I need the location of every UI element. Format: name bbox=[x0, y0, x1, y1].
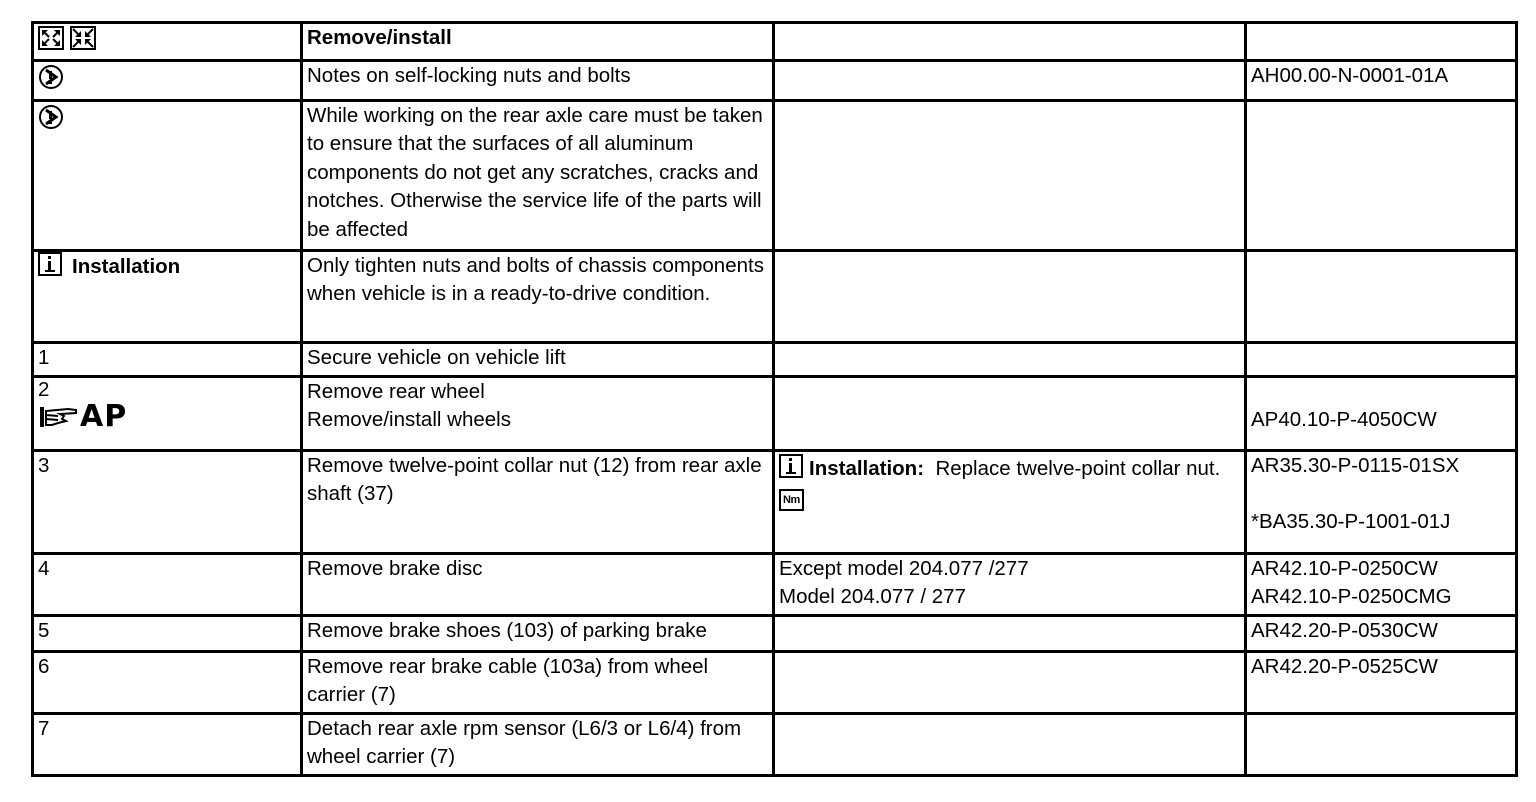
table-header-row bbox=[33, 23, 1517, 61]
table-row bbox=[33, 342, 1517, 376]
header-icons-cell bbox=[33, 23, 302, 61]
step-number: 7 bbox=[33, 713, 302, 775]
note-text: Except model 204.077 /277 bbox=[779, 556, 1029, 580]
pointing-hand-icon bbox=[38, 403, 78, 431]
ref-cell bbox=[1246, 450, 1517, 553]
action-cell: Remove rear brake cable (103a) from wheel carrier (7) bbox=[302, 651, 774, 713]
ref-cell bbox=[1246, 713, 1517, 775]
step-number: 2 bbox=[38, 377, 50, 401]
ref-cell bbox=[1246, 342, 1517, 376]
note-cell bbox=[774, 61, 1246, 101]
action-cell: While working on the rear axle care must be taken to ensure that the surfaces of all aluminum components do not get any scratches, cracks and notches. Otherwise the service life of the parts will be affected bbox=[302, 100, 774, 250]
step-number: 4 bbox=[33, 553, 302, 615]
reference-link[interactable]: AH00.00-N-0001-01A bbox=[1246, 61, 1517, 101]
installation-label: Installation: bbox=[809, 456, 925, 480]
reference-link[interactable]: AR42.10-P-0250CW bbox=[1251, 556, 1438, 580]
step-number: 3 bbox=[33, 450, 302, 553]
ref-cell bbox=[1246, 376, 1517, 450]
step-cell bbox=[33, 61, 302, 101]
expand-icon[interactable] bbox=[38, 26, 64, 50]
table-row bbox=[33, 100, 1517, 250]
reference-link[interactable]: AR42.20-P-0525CW bbox=[1246, 651, 1517, 713]
note-cell bbox=[774, 250, 1246, 342]
step-number: 5 bbox=[33, 615, 302, 651]
table-row bbox=[33, 713, 1517, 775]
action-cell: Remove brake shoes (103) of parking brake bbox=[302, 615, 774, 651]
page-title: Remove/install bbox=[302, 23, 774, 61]
installation-label: Installation bbox=[72, 254, 181, 278]
note-cell bbox=[774, 615, 1246, 651]
ref-cell bbox=[1246, 250, 1517, 342]
reference-link[interactable]: AR42.10-P-0250CMG bbox=[1251, 585, 1452, 608]
table-row bbox=[33, 250, 1517, 342]
torque-icon[interactable]: Nm bbox=[779, 489, 804, 511]
procedure-table bbox=[31, 21, 1518, 777]
collapse-icon[interactable] bbox=[70, 26, 96, 50]
note-icon bbox=[38, 104, 64, 139]
reference-link[interactable]: AP40.10-P-4050CW bbox=[1251, 407, 1437, 431]
step-cell bbox=[33, 100, 302, 250]
empty-cell bbox=[1246, 23, 1517, 61]
ap-link[interactable] bbox=[38, 400, 296, 434]
action-cell: Detach rear axle rpm sensor (L6/3 or L6/4) from wheel carrier (7) bbox=[302, 713, 774, 775]
table-row bbox=[33, 615, 1517, 651]
note-text: Model 204.077 / 277 bbox=[779, 585, 966, 608]
note-cell bbox=[774, 450, 1246, 553]
reference-link[interactable]: AR35.30-P-0115-01SX bbox=[1251, 453, 1460, 477]
ref-cell bbox=[1246, 100, 1517, 250]
note-cell bbox=[774, 553, 1246, 615]
action-cell: Secure vehicle on vehicle lift bbox=[302, 342, 774, 376]
note-icon bbox=[38, 64, 64, 99]
step-number: 6 bbox=[33, 651, 302, 713]
table-row bbox=[33, 376, 1517, 450]
reference-link[interactable]: AR42.20-P-0530CW bbox=[1246, 615, 1517, 651]
step-cell bbox=[33, 376, 302, 450]
note-cell bbox=[774, 342, 1246, 376]
action-text: Remove rear wheel bbox=[307, 379, 485, 403]
ap-label: AP bbox=[80, 398, 128, 434]
note-cell bbox=[774, 713, 1246, 775]
step-number: 1 bbox=[33, 342, 302, 376]
step-cell bbox=[33, 250, 302, 342]
note-cell bbox=[774, 100, 1246, 250]
action-cell bbox=[302, 376, 774, 450]
note-text: Replace twelve-point collar nut. bbox=[935, 456, 1221, 480]
table-row bbox=[33, 553, 1517, 615]
info-icon bbox=[779, 454, 803, 478]
note-cell bbox=[774, 376, 1246, 450]
note-cell bbox=[774, 651, 1246, 713]
ref-cell bbox=[1246, 553, 1517, 615]
action-cell: Only tighten nuts and bolts of chassis components when vehicle is in a ready-to-drive condition. bbox=[302, 250, 774, 342]
table-row bbox=[33, 651, 1517, 713]
info-icon bbox=[38, 252, 62, 276]
table-row bbox=[33, 61, 1517, 101]
action-cell: Notes on self-locking nuts and bolts bbox=[302, 61, 774, 101]
action-cell: Remove twelve-point collar nut (12) from rear axle shaft (37) bbox=[302, 450, 774, 553]
action-cell: Remove brake disc bbox=[302, 553, 774, 615]
empty-cell bbox=[774, 23, 1246, 61]
reference-link[interactable]: *BA35.30-P-1001-01J bbox=[1251, 510, 1451, 533]
action-subtext: Remove/install wheels bbox=[307, 408, 511, 431]
table-row bbox=[33, 450, 1517, 553]
